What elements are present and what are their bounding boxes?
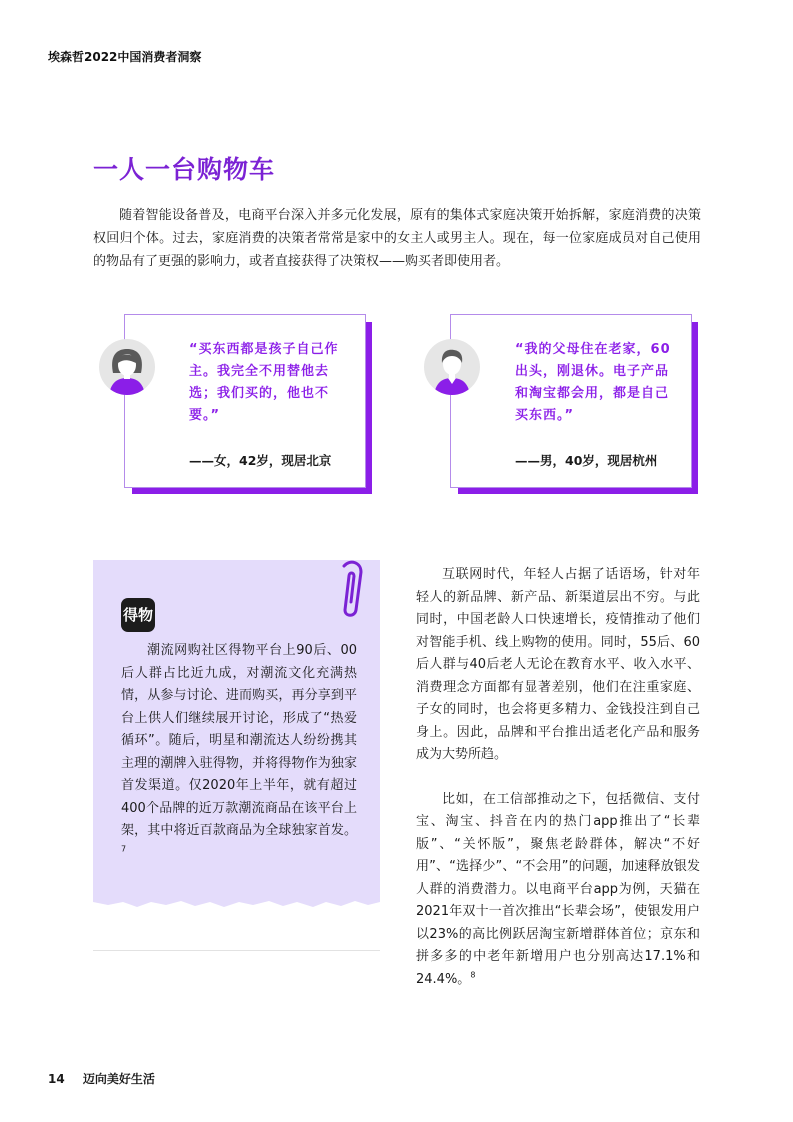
divider <box>93 950 380 951</box>
page-number: 14 <box>48 1072 65 1086</box>
chapter-title: 迈向美好生活 <box>82 1072 155 1086</box>
torn-paper-edge <box>93 896 380 910</box>
female-avatar-icon <box>99 339 155 395</box>
note-paragraph: 潮流网购社区得物平台上90后、00后人群占比近九成，对潮流文化充满热情，从参与讨论、进而购买，再分享到平台上供人们继续展开讨论，形成了“热爱循环”。随后，明星和潮流达人纷纷携其主理的潮牌入驻得物，并将得物作为独家首发渠道。仅2020年上半年，就有超过400个品牌的近万款潮流商品在该平台上架，其中将近百款商品为全球独家首发。$^7$ <box>121 643 357 854</box>
quote-1-attribution: ——女，42岁，现居北京 <box>189 453 332 468</box>
intro-text <box>93 204 701 273</box>
dewu-app-logo: 得物 <box>121 598 155 632</box>
right-paragraph-1: 互联网时代，年轻人占据了话语场，针对年轻人的新品牌、新产品、新渠道层出不穷。与此同时，中国老龄人口快速增长，疫情推动了他们对智能手机、线上购物的使用。同时，55后、60后人群与40后老人无论在教育水平、收入水平、消费理念方面都有显著差别，他们在注重家庭、子女的同时，也会将更多精力、金钱投注到自己身上。因此，品牌和平台推出适老化产品和服务成为大势所趋。 <box>416 567 700 762</box>
intro-paragraph: 随着智能设备普及，电商平台深入并多元化发展，原有的集体式家庭决策开始拆解，家庭消费的决策权回归个体。过去，家庭消费的决策者常常是家中的女主人或男主人。现在，每一位家庭成员对自己使用的物品有了更强的影响力，或者直接获得了决策权——购买者即使用者。 <box>93 208 701 269</box>
male-avatar-icon <box>424 339 480 395</box>
quote-2-text: “我的父母住在老家，60出头，刚退休。电子产品和淘宝都会用，都是自己买东西。” <box>515 342 671 423</box>
right-paragraph-2: 比如，在工信部推动之下，包括微信、支付宝、淘宝、抖音在内的热门app推出了“长辈版”、“关怀版”，聚焦老龄群体，解决“不好用”、“选择少”、“不会用”的问题，加速释放银发人群的消费潜力。以电商平台app为例，天猫在2021年双十一首次推出“长辈会场”，使银发用户以23%的高比例跃居淘宝新增群体首位；京东和拼多多的中老年新增用户也分别高达17.1%和24.4%。$^8$ <box>416 791 700 987</box>
footnote-ref: 8 <box>470 970 476 980</box>
note-text <box>121 640 357 865</box>
quote-1-text: “买东西都是孩子自己作主。我完全不用替他去选；我们买的，他也不要。” <box>189 342 339 423</box>
report-header: 埃森哲2022中国消费者洞察 <box>48 50 202 64</box>
footnote-ref: 7 <box>121 844 127 854</box>
quote-2-attribution: ——男，40岁，现居杭州 <box>515 453 658 468</box>
page-footer <box>48 1070 155 1087</box>
paperclip-icon <box>334 560 368 620</box>
section-title: 一人一台购物车 <box>93 155 276 184</box>
right-column <box>416 564 700 1013</box>
